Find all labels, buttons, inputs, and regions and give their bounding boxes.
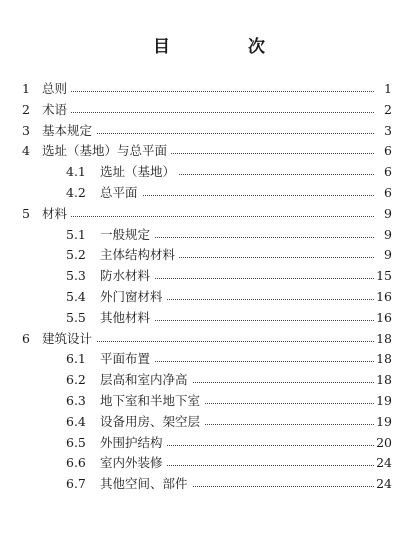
- toc-entry-page: 15: [374, 267, 392, 285]
- toc-entry[interactable]: [0, 101, 418, 119]
- toc-entry-page: 24: [374, 475, 392, 493]
- toc-entry-number: 4.1: [66, 164, 86, 180]
- toc-entry-number: 6: [22, 330, 30, 346]
- toc-entry-number: 6.2: [66, 372, 86, 388]
- toc-entry-page: 6: [374, 163, 392, 181]
- toc-entry-title: 一般规定: [100, 226, 154, 244]
- toc-entry-title: 其他空间、部件: [100, 475, 192, 493]
- toc-entry-title: 建筑设计: [42, 330, 96, 348]
- toc-entry-page: 20: [374, 434, 392, 452]
- toc-entry-page: 2: [374, 101, 392, 119]
- toc-entry-number: 2: [22, 101, 30, 117]
- toc-entry-page: 24: [374, 454, 392, 472]
- toc-entry[interactable]: [0, 122, 418, 140]
- toc-entry-number: 6.4: [66, 413, 86, 429]
- toc-entry[interactable]: [0, 454, 418, 472]
- toc-entry-title: 平面布置: [100, 350, 154, 368]
- toc-entry-page: 6: [374, 184, 392, 202]
- toc-entry-number: 4: [22, 143, 30, 159]
- toc-entry-number: 5: [22, 205, 30, 221]
- toc-entry-page: 1: [374, 80, 392, 98]
- toc-entry-title: 基本规定: [42, 122, 96, 140]
- toc-entry[interactable]: [0, 226, 418, 244]
- toc-entry[interactable]: [0, 350, 418, 368]
- toc-entry[interactable]: [0, 163, 418, 181]
- toc-entry[interactable]: [0, 309, 418, 327]
- toc-entry[interactable]: [0, 392, 418, 410]
- dot-leader: [42, 216, 374, 217]
- toc-entry[interactable]: [0, 205, 418, 223]
- toc-entry-page: 18: [374, 350, 392, 368]
- toc-entry-title: 材料: [42, 205, 71, 223]
- toc-entry-number: 6.7: [66, 476, 86, 492]
- toc-entry-page: 19: [374, 392, 392, 410]
- toc-entry-title: 选址（基地）与总平面: [42, 142, 171, 160]
- toc-entry-title: 防水材料: [100, 267, 154, 285]
- toc-entry[interactable]: [0, 80, 418, 98]
- toc-entry[interactable]: [0, 475, 418, 493]
- toc-entry[interactable]: [0, 288, 418, 306]
- toc-entry-number: 5.4: [66, 289, 86, 304]
- toc-entry-number: 5.3: [66, 268, 86, 284]
- toc-entry-number: 5.5: [66, 309, 86, 325]
- toc-entry-title: 术语: [42, 101, 71, 119]
- toc-entry-number: 3: [22, 122, 30, 138]
- toc-entry[interactable]: [0, 267, 418, 285]
- toc-entry-page: 6: [374, 142, 392, 160]
- toc-entry-page: 9: [374, 246, 392, 264]
- toc-entry-number: 4.2: [66, 185, 86, 200]
- toc-entry[interactable]: [0, 142, 418, 160]
- toc-entry-title: 主体结构材料: [100, 246, 179, 264]
- toc-entry-page: 18: [374, 371, 392, 389]
- toc-entry-title: 总平面: [100, 184, 142, 202]
- dot-leader: [42, 91, 374, 92]
- toc-entry-page: 3: [374, 122, 392, 140]
- toc-entry-title: 地下室和半地下室: [100, 392, 204, 410]
- toc-entry-title: 选址（基地）: [100, 163, 179, 181]
- toc-entry-page: 18: [374, 330, 392, 348]
- toc-entry-page: 9: [374, 226, 392, 244]
- toc-entry-title: 设备用房、架空层: [100, 413, 204, 431]
- toc-entry[interactable]: [0, 371, 418, 389]
- toc-entry-number: 6.1: [66, 351, 86, 367]
- toc-entry-number: 5.2: [66, 247, 86, 263]
- dot-leader: [42, 112, 374, 113]
- toc-entry-title: 外围护结构: [100, 434, 167, 452]
- toc-entry-number: 1: [22, 81, 30, 96]
- toc-entry-page: 16: [374, 288, 392, 306]
- toc-entry[interactable]: [0, 184, 418, 202]
- toc-entry-title: 外门窗材料: [100, 288, 167, 306]
- toc-entry-number: 6.6: [66, 455, 86, 471]
- toc-entry[interactable]: [0, 330, 418, 348]
- toc-entry-page: 16: [374, 309, 392, 327]
- page-title: 目 次: [153, 37, 301, 57]
- toc-entry[interactable]: [0, 434, 418, 452]
- toc-entry-number: 5.1: [66, 226, 86, 242]
- toc-entry[interactable]: [0, 246, 418, 264]
- toc-entry-number: 6.3: [66, 393, 86, 408]
- toc-entry-title: 总则: [42, 80, 71, 98]
- toc-entry-title: 室内外装修: [100, 454, 167, 472]
- toc-entry-title: 层高和室内净高: [100, 371, 192, 389]
- toc-entry-number: 6.5: [66, 434, 86, 450]
- toc-entry-page: 19: [374, 413, 392, 431]
- toc-entry-title: 其他材料: [100, 309, 154, 327]
- toc-entry[interactable]: [0, 413, 418, 431]
- toc-entry-page: 9: [374, 205, 392, 223]
